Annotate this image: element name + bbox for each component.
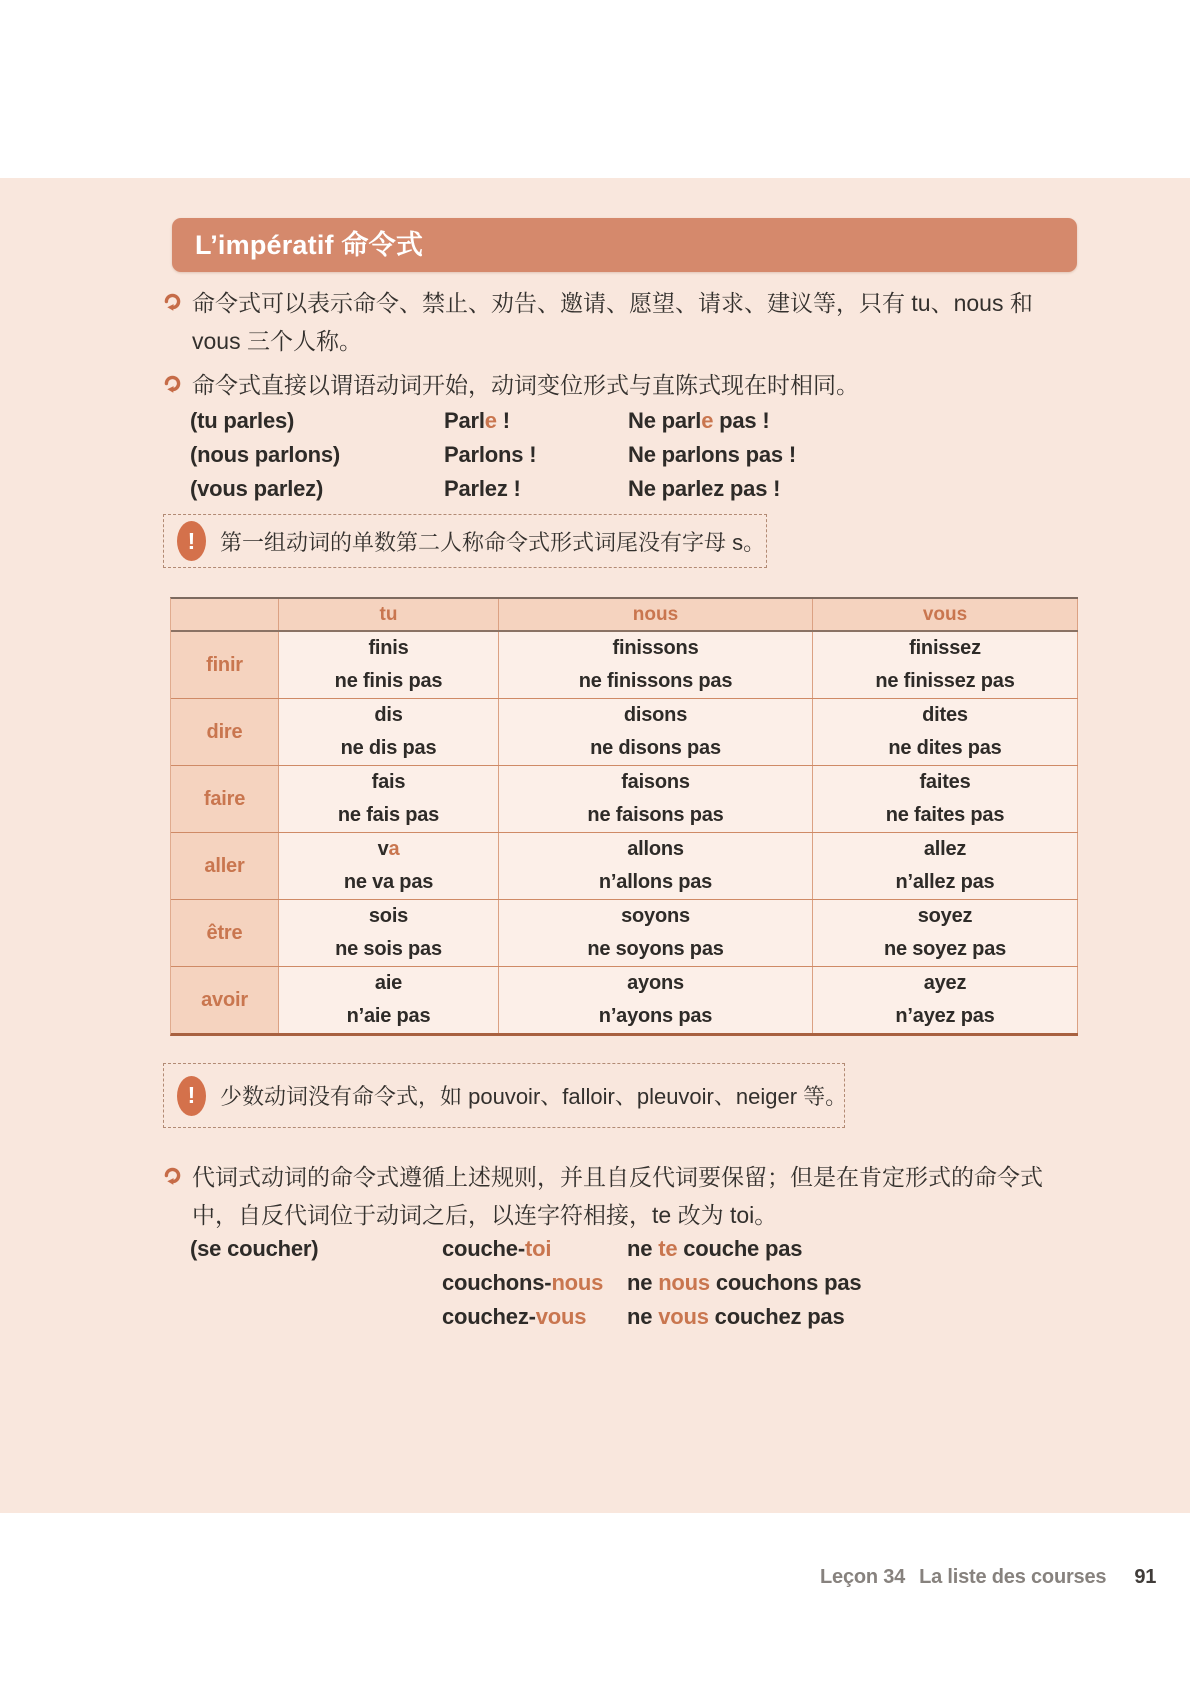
example-affirmative [442, 1232, 627, 1266]
conjugation-cell [813, 833, 1078, 899]
text-segment: finissons [612, 637, 699, 659]
exclamation-icon: ! [177, 521, 206, 561]
exclamation-icon: ! [177, 1076, 206, 1116]
text-segment: ne sois pas [335, 938, 442, 960]
verb-label: finir [171, 632, 279, 698]
text-segment: fais [371, 771, 406, 793]
text-segment: ne va pas [343, 871, 434, 893]
example-label: (tu parles) [190, 408, 295, 433]
text-segment: soyons [621, 905, 690, 927]
bullet-text: 命令式可以表示命令、禁止、劝告、邀请、愿望、请求、建议等，只有 tu、nous 和 vous 三个人称。 [192, 290, 1033, 354]
affirmative-form [924, 967, 967, 1000]
conjugation-cell [279, 833, 499, 899]
accent-letter: nous [658, 1270, 710, 1295]
coucher-examples [190, 1232, 1067, 1334]
example-affirmative [444, 472, 628, 506]
affirmative-form [378, 833, 400, 866]
text-segment: faites [919, 771, 971, 793]
example-negative [628, 472, 1058, 506]
accent-letter: a [388, 838, 400, 860]
example-affirmative [444, 438, 628, 472]
footer-lesson: Leçon 34 [820, 1566, 906, 1588]
text-segment: Ne parlez pas ! [628, 476, 781, 501]
negative-form [884, 933, 1006, 966]
verb-label: être [171, 900, 279, 966]
text-segment: faisons [621, 771, 690, 793]
negative-form [599, 1000, 712, 1033]
verb-label: faire [171, 766, 279, 832]
negative-form [875, 665, 1014, 698]
negative-form [338, 799, 439, 832]
negative-form [341, 732, 437, 765]
accent-letter: nous [551, 1270, 604, 1295]
text-segment: Ne parlons pas ! [628, 442, 796, 467]
text-segment: allez [923, 838, 967, 860]
bullet-pronominal [163, 1158, 1080, 1234]
text-segment: couchons pas [709, 1270, 862, 1295]
text-segment: allons [627, 838, 684, 860]
conjugation-table [170, 597, 1078, 1036]
text-segment: ne disons pas [590, 737, 721, 759]
arrow-bullet-icon [163, 284, 192, 316]
verb-label: avoir [171, 967, 279, 1033]
column-header: tu [279, 599, 499, 630]
text-segment: couchons- [442, 1270, 552, 1295]
negative-form [587, 933, 723, 966]
table-row [171, 698, 1078, 765]
text-segment: ne [627, 1236, 659, 1261]
affirmative-form [372, 766, 406, 799]
affirmative-form [919, 766, 970, 799]
negative-form [344, 866, 433, 899]
arrow-bullet-icon [163, 1158, 192, 1190]
accent-letter: e [701, 408, 714, 433]
table-row [171, 765, 1078, 832]
negative-form [335, 933, 442, 966]
affirmative-form [627, 967, 684, 1000]
affirmative-form [909, 632, 981, 665]
accent-letter: vous [658, 1304, 709, 1329]
affirmative-form [374, 699, 402, 732]
note-text: 少数动词没有命令式，如 pouvoir、falloir、pleuvoir、neiger 等。 [220, 1084, 848, 1109]
affirmative-form [624, 699, 687, 732]
text-segment: ne soyons pas [587, 938, 724, 960]
bullet-usage [163, 284, 1080, 360]
conjugation-cell [279, 967, 499, 1033]
conjugation-cell [499, 632, 813, 698]
text-segment: ayons [627, 972, 684, 994]
accent-letter: te [658, 1236, 678, 1261]
example-affirmative [442, 1266, 627, 1300]
text-segment: ne finissez pas [875, 670, 1015, 692]
text-segment: ne faisons pas [587, 804, 724, 826]
arrow-bullet-icon [163, 366, 192, 398]
text-segment: ne soyez pas [883, 938, 1007, 960]
negative-form [579, 665, 733, 698]
text-segment: soyez [917, 905, 973, 927]
text-segment: ne fais pas [337, 804, 440, 826]
text-segment: n’ayez pas [895, 1005, 995, 1027]
negative-form [590, 732, 721, 765]
section-title: L’impératif 命令式 [195, 230, 424, 260]
example-label: (nous parlons) [190, 442, 340, 467]
text-segment: disons [623, 704, 688, 726]
conjugation-cell [813, 766, 1078, 832]
affirmative-form [613, 632, 699, 665]
negative-form [599, 866, 712, 899]
example-label: (vous parlez) [190, 476, 324, 501]
text-segment: n’aie pas [346, 1005, 431, 1027]
conjugation-cell [813, 632, 1078, 698]
text-segment: n’allez pas [895, 871, 995, 893]
example-negative [627, 1266, 1067, 1300]
footer-page-number: 91 [1134, 1566, 1157, 1588]
section-title-bar [172, 218, 1077, 272]
parler-examples [190, 404, 1058, 506]
example-negative [627, 1300, 1067, 1334]
table-header-row [171, 599, 1078, 632]
negative-form [896, 866, 995, 899]
example-affirmative [442, 1300, 627, 1334]
column-header: nous [499, 599, 813, 630]
text-segment: aie [374, 972, 403, 994]
affirmative-form [621, 900, 690, 933]
note-text: 第一组动词的单数第二人称命令式形式词尾没有字母 s。 [220, 529, 766, 555]
text-segment: couchez- [442, 1304, 536, 1329]
verb-label: aller [171, 833, 279, 899]
text-segment: ne finis pas [334, 670, 443, 692]
conjugation-cell [499, 766, 813, 832]
affirmative-form [375, 967, 402, 1000]
example-negative [628, 438, 1058, 472]
bullet-text: 代词式动词的命令式遵循上述规则，并且自反代词要保留；但是在肯定形式的命令式中，自反代词位于动词之后，以连字符相接，te 改为 toi。 [192, 1164, 1043, 1228]
text-segment: Ne parl [628, 408, 702, 433]
accent-letter: toi [524, 1236, 552, 1261]
example-label [190, 1266, 442, 1300]
column-header: vous [813, 599, 1078, 630]
verb-label: dire [171, 699, 279, 765]
conjugation-cell [499, 833, 813, 899]
negative-form [886, 799, 1005, 832]
text-segment: couche pas [677, 1236, 803, 1261]
text-segment: n’allons pas [598, 871, 713, 893]
conjugation-cell [279, 900, 499, 966]
affirmative-form [627, 833, 684, 866]
accent-letter: vous [535, 1304, 587, 1329]
conjugation-cell [499, 967, 813, 1033]
table-row [171, 832, 1078, 899]
bullet-text: 命令式直接以谓语动词开始，动词变位形式与直陈式现在时相同。 [192, 372, 859, 398]
negative-form [888, 732, 1001, 765]
text-segment: dites [922, 704, 968, 726]
text-segment: ne dites pas [888, 737, 1002, 759]
accent-letter: e [484, 408, 497, 433]
note-box-1 [163, 514, 767, 568]
page-footer [820, 1566, 1156, 1589]
text-segment: ! [496, 408, 510, 433]
conjugation-cell [499, 900, 813, 966]
footer-chapter: La liste des courses [919, 1566, 1107, 1588]
bullet-formation [163, 366, 1080, 404]
example-label: (se coucher) [190, 1236, 319, 1261]
text-segment: finissez [909, 637, 981, 659]
text-segment: couchez pas [708, 1304, 845, 1329]
text-segment: n’ayons pas [598, 1005, 713, 1027]
negative-form [347, 1000, 431, 1033]
text-segment: Parlons ! [444, 442, 537, 467]
text-segment: ayez [923, 972, 967, 994]
table-row [171, 632, 1078, 698]
affirmative-form [368, 632, 408, 665]
text-segment: Parl [444, 408, 485, 433]
conjugation-cell [499, 699, 813, 765]
conjugation-cell [279, 766, 499, 832]
text-segment: ne [627, 1304, 659, 1329]
conjugation-cell [279, 632, 499, 698]
text-segment: ne faites pas [885, 804, 1005, 826]
affirmative-form [621, 766, 690, 799]
affirmative-form [922, 699, 968, 732]
negative-form [587, 799, 723, 832]
conjugation-cell [813, 900, 1078, 966]
text-segment: dis [374, 704, 403, 726]
column-header [171, 599, 279, 630]
text-segment: Parlez ! [444, 476, 521, 501]
text-segment: pas ! [713, 408, 770, 433]
text-segment: v [377, 838, 389, 860]
affirmative-form [924, 833, 966, 866]
conjugation-cell [813, 699, 1078, 765]
conjugation-cell [279, 699, 499, 765]
affirmative-form [369, 900, 408, 933]
text-segment: ne finissons pas [578, 670, 733, 692]
example-negative [628, 404, 1058, 438]
table-row [171, 966, 1078, 1033]
negative-form [335, 665, 443, 698]
example-negative [627, 1232, 1067, 1266]
note-box-2 [163, 1063, 848, 1128]
table-row [171, 899, 1078, 966]
text-segment: ne dis pas [340, 737, 437, 759]
text-segment: ne [627, 1270, 659, 1295]
affirmative-form [918, 900, 973, 933]
negative-form [895, 1000, 994, 1033]
conjugation-cell [813, 967, 1078, 1033]
text-segment: finis [368, 637, 409, 659]
example-affirmative [444, 404, 628, 438]
example-label [190, 1300, 442, 1334]
text-segment: sois [368, 905, 409, 927]
text-segment: couche- [442, 1236, 525, 1261]
